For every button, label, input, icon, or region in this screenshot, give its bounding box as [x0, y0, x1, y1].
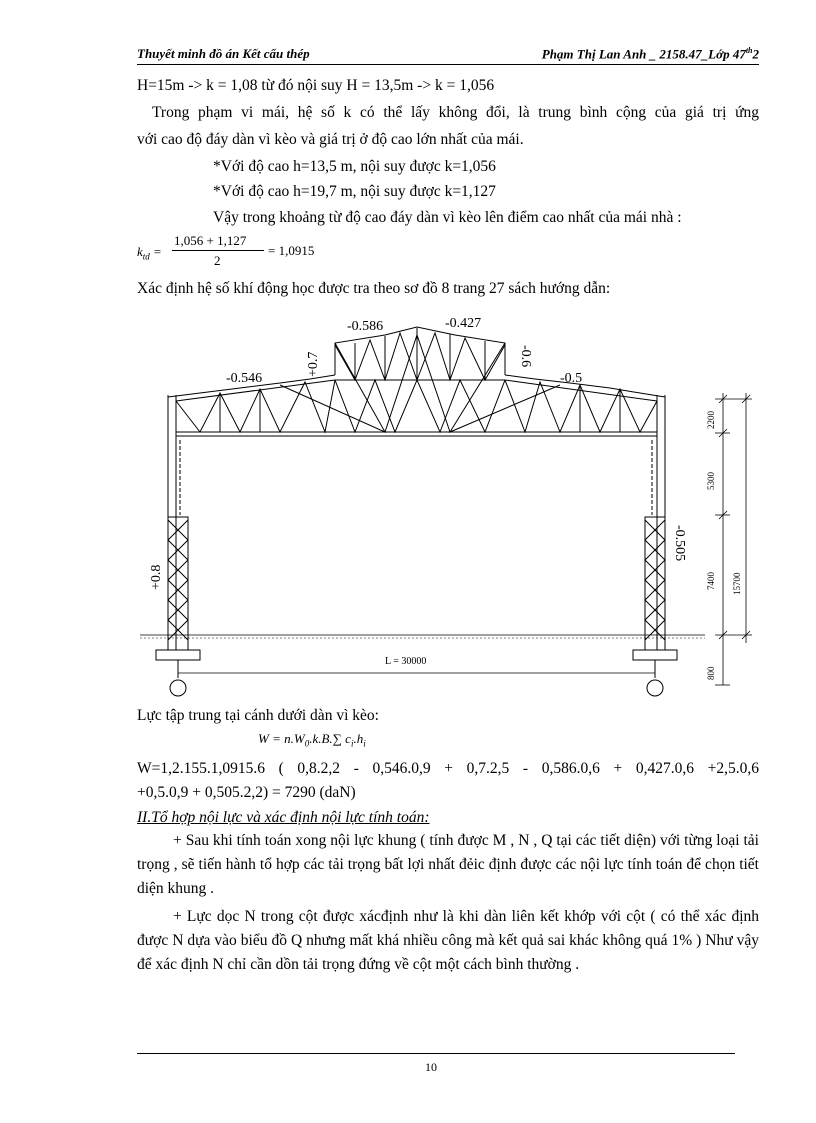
- paragraph-height-19-7: *Với độ cao h=19,7 m, nội suy được k=1,127: [213, 183, 496, 200]
- coef-wall-right: -0.505: [672, 525, 687, 562]
- paragraph-roof-k-2: với cao độ đáy dàn vì kèo và giá trị ở độ cao lớn nhất của mái.: [137, 131, 524, 148]
- footer-rule: [137, 1053, 735, 1054]
- dim-15700: 15700: [732, 572, 742, 595]
- paragraph-w-calc-1: W=1,2.155.1,0915.6 ( 0,8.2,2 - 0,546.0,9 + 0,7.2,5 - 0,586.0,6 + 0,427.0,6 +2,5.0,6: [137, 760, 759, 777]
- coef-roof-left: -0.546: [226, 371, 263, 386]
- page-number: 10: [425, 1060, 437, 1074]
- left-column: [156, 395, 200, 696]
- coef-wall-left: +0.8: [149, 564, 164, 590]
- paragraph-axial-force: + Lực dọc N trong cột được xácđịnh như là khi dàn liên kết khớp với cột ( có thể xác định được N dựa vào biểu đồ Q nhưng mất khá nhiều công mà kết quả sai khác không quá 1% ) Như vậy để xác định N chỉ cần dồn tải trọng đứng về cột một cách bình thường .: [137, 908, 759, 973]
- coef-roof-right: -0.5: [560, 371, 583, 386]
- paragraph-height-13-5: *Với độ cao h=13,5 m, nội suy được k=1,056: [213, 158, 496, 175]
- coef-lantern-roof-right: -0.427: [445, 316, 482, 331]
- header-author: Phạm Thị Lan Anh _ 2158.47_Lớp 47th2: [541, 46, 759, 62]
- paragraph-combination: + Sau khi tính toán xong nội lực khung ( tính được M , N , Q tại các tiết diện) với từng loại tải trọng , sẽ tiến hành tổ hợp các tải trọng bất lợi nhất đẻic định được các nội lực tính toán để chọn tiết diện khung .: [137, 832, 759, 897]
- section-title: II.Tổ hợp nội lực và xác định nội lực tính toán:: [137, 809, 430, 826]
- paragraph-w-calc-2: +0,5.0,9 + 0,505.2,2) = 7290 (daN): [137, 784, 356, 801]
- dim-800: 800: [706, 666, 716, 680]
- paragraph-aero-coef: Xác định hệ số khí động học được tra theo sơ đồ 8 trang 27 sách hướng dẫn:: [137, 280, 611, 297]
- paragraph-range: Vậy trong khoảng từ độ cao đáy dàn vì kèo lên điểm cao nhất của mái nhà :: [213, 209, 682, 226]
- span-label: L = 30000: [385, 656, 427, 667]
- header-title: Thuyết minh đồ án Kết cấu thép: [137, 46, 310, 61]
- dim-2200: 2200: [706, 411, 716, 429]
- coef-lantern-wall-left: +0.7: [306, 351, 321, 377]
- dim-7400: 7400: [706, 572, 716, 590]
- right-column: [633, 395, 677, 696]
- paragraph-interpolation: H=15m -> k = 1,08 từ đó nội suy H = 13,5m -> k = 1,056: [137, 77, 495, 94]
- paragraph-roof-k-1: Trong phạm vi mái, hệ số k có thể lấy không đổi, là trung bình cộng của giá trị ứng: [152, 104, 759, 121]
- coef-lantern-wall-right: -0.6: [518, 345, 533, 368]
- dim-5300: 5300: [706, 472, 716, 490]
- frame-diagram: [140, 305, 760, 707]
- coef-lantern-roof-left: -0.586: [347, 319, 384, 334]
- paragraph-point-load: Lực tập trung tại cánh dưới dàn vì kèo:: [137, 707, 379, 724]
- dimension-chain: [715, 393, 752, 685]
- formula-w: $W = n.W_0.k.B.\sum$ $c_i.h_i$: [258, 731, 366, 749]
- page-header: [137, 42, 759, 65]
